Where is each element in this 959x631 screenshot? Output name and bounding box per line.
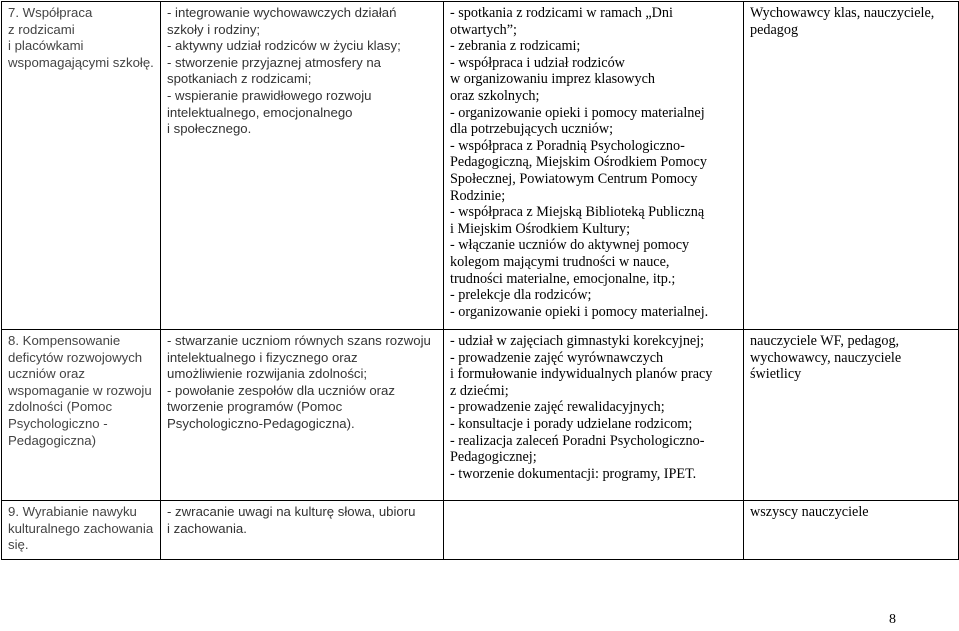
cell-text-line: wszyscy nauczyciele xyxy=(750,504,869,520)
page-number: 8 xyxy=(889,612,896,627)
cell-text-line: intelektualnego i fizycznego oraz xyxy=(167,349,358,365)
cell-text-line: - prowadzenie zajęć wyrównawczych xyxy=(450,349,664,366)
cell-text-line: wspomagającymi szkołę. xyxy=(8,54,154,70)
cell-text-line: 8. Kompensowanie xyxy=(8,333,121,348)
cell-text-line: dla potrzebujących uczniów; xyxy=(450,121,614,138)
cell-text-line: i formułowanie indywidualnych planów pracy xyxy=(450,366,713,383)
cell-text-line: - współpraca z Miejską Biblioteką Publiczną xyxy=(450,204,705,221)
cell-responsible xyxy=(744,2,959,330)
cell-text-line: i placówkami xyxy=(8,38,84,54)
cell-tasks xyxy=(444,2,744,330)
plan-table xyxy=(1,1,959,560)
cell-text-line: uczniów oraz xyxy=(8,366,85,382)
cell-text-line: - powołanie zespołów dla uczniów oraz xyxy=(167,382,395,398)
cell-text-line: z rodzicami xyxy=(8,21,75,37)
cell-text-line: - zwracanie uwagi na kulturę słowa, ubioru xyxy=(167,504,416,519)
cell-text-line: i społecznego. xyxy=(167,121,252,137)
cell-text-line: Rodzinie; xyxy=(450,187,506,204)
cell-text-line: - wspieranie prawidłowego rozwoju xyxy=(167,87,372,103)
cell-text-line: - włączanie uczniów do aktywnej pomocy xyxy=(450,237,690,254)
cell-text-line: - realizacja zaleceń Poradni Psychologiczno- xyxy=(450,432,705,449)
cell-text-line: nauczyciele WF, pedagog, xyxy=(750,333,900,349)
cell-text-line: 7. Współpraca xyxy=(8,5,93,20)
cell-area xyxy=(2,2,161,330)
cell-text-line: otwartych”; xyxy=(450,21,517,38)
cell-text-line: - prelekcje dla rodziców; xyxy=(450,287,592,304)
cell-text-line: wspomaganie w rozwoju xyxy=(8,382,152,398)
cell-text-line: oraz szkolnych; xyxy=(450,87,540,104)
cell-text-line: - prowadzenie zajęć rewalidacyjnych; xyxy=(450,399,665,416)
cell-text-line: - udział w zajęciach gimnastyki korekcyjnej; xyxy=(450,333,705,349)
cell-text-line: Pedagogiczna) xyxy=(8,432,96,448)
cell-goals xyxy=(161,330,444,501)
table-row xyxy=(2,330,959,501)
cell-text-line: - współpraca i udział rodziców xyxy=(450,54,625,71)
cell-text-line: - stwarzanie uczniom równych szans rozwoju xyxy=(167,333,431,348)
cell-tasks xyxy=(444,501,744,560)
cell-text-line: pedagog xyxy=(750,21,799,38)
cell-text-line: intelektualnego, emocjonalnego xyxy=(167,104,353,120)
cell-text-line: Psychologiczno - xyxy=(8,415,108,431)
cell-text-line: i Miejskim Ośrodkiem Kultury; xyxy=(450,220,631,237)
cell-area xyxy=(2,501,161,560)
cell-text-line: - stworzenie przyjaznej atmosfery na xyxy=(167,54,382,70)
cell-text-line: Psychologiczno-Pedagogiczna). xyxy=(167,415,355,431)
cell-text-line: umożliwienie rozwijania zdolności; xyxy=(167,366,368,382)
cell-text-line: - konsultacje i porady udzielane rodzicom; xyxy=(450,415,693,432)
cell-text-line: Pedagogicznej; xyxy=(450,449,537,466)
cell-text-line: spotkaniach z rodzicami; xyxy=(167,71,312,87)
cell-text-line: Wychowawcy klas, nauczyciele, xyxy=(750,5,935,21)
cell-text-line: świetlicy xyxy=(750,366,802,383)
cell-text-line: z dziećmi; xyxy=(450,382,509,399)
cell-text-line: Społecznej, Powiatowym Centrum Pomocy xyxy=(450,170,698,187)
cell-text-line: kolegom mającymi trudności w nauce, xyxy=(450,253,670,270)
table-row xyxy=(2,501,959,560)
cell-text-line: zdolności (Pomoc xyxy=(8,399,113,415)
cell-text-line: deficytów rozwojowych xyxy=(8,349,143,365)
cell-text-line: trudności materialne, emocjonalne, itp.; xyxy=(450,270,676,287)
cell-text-line: wychowawcy, nauczyciele xyxy=(750,349,902,366)
cell-text-line: - tworzenie dokumentacji: programy, IPET. xyxy=(450,465,697,482)
cell-text-line: - spotkania z rodzicami w ramach „Dni xyxy=(450,5,673,21)
cell-goals xyxy=(161,2,444,330)
cell-text-line: i zachowania. xyxy=(167,520,247,536)
cell-responsible xyxy=(744,501,959,560)
cell-text-line: - zebrania z rodzicami; xyxy=(450,38,581,55)
cell-tasks xyxy=(444,330,744,501)
cell-responsible xyxy=(744,330,959,501)
cell-text-line: - organizowanie opieki i pomocy materialnej xyxy=(450,104,705,121)
cell-text-line: się. xyxy=(8,537,29,553)
cell-text-line: - organizowanie opieki i pomocy materialnej. xyxy=(450,303,709,320)
cell-text-line: kulturalnego zachowania xyxy=(8,520,154,536)
cell-goals xyxy=(161,501,444,560)
cell-text-line: 9. Wyrabianie nawyku xyxy=(8,504,137,519)
cell-text-line: - integrowanie wychowawczych działań xyxy=(167,5,397,20)
cell-text-line: Pedagogiczną, Miejskim Ośrodkiem Pomocy xyxy=(450,154,707,171)
cell-text-line: - współpraca z Poradnią Psychologiczno- xyxy=(450,137,685,154)
table-row xyxy=(2,2,959,330)
cell-text-line: - aktywny udział rodziców w życiu klasy; xyxy=(167,38,401,54)
cell-text-line: w organizowaniu imprez klasowych xyxy=(450,71,656,88)
cell-text-line: tworzenie programów (Pomoc xyxy=(167,399,343,415)
cell-area xyxy=(2,330,161,501)
cell-text-line: szkoły i rodziny; xyxy=(167,21,261,37)
